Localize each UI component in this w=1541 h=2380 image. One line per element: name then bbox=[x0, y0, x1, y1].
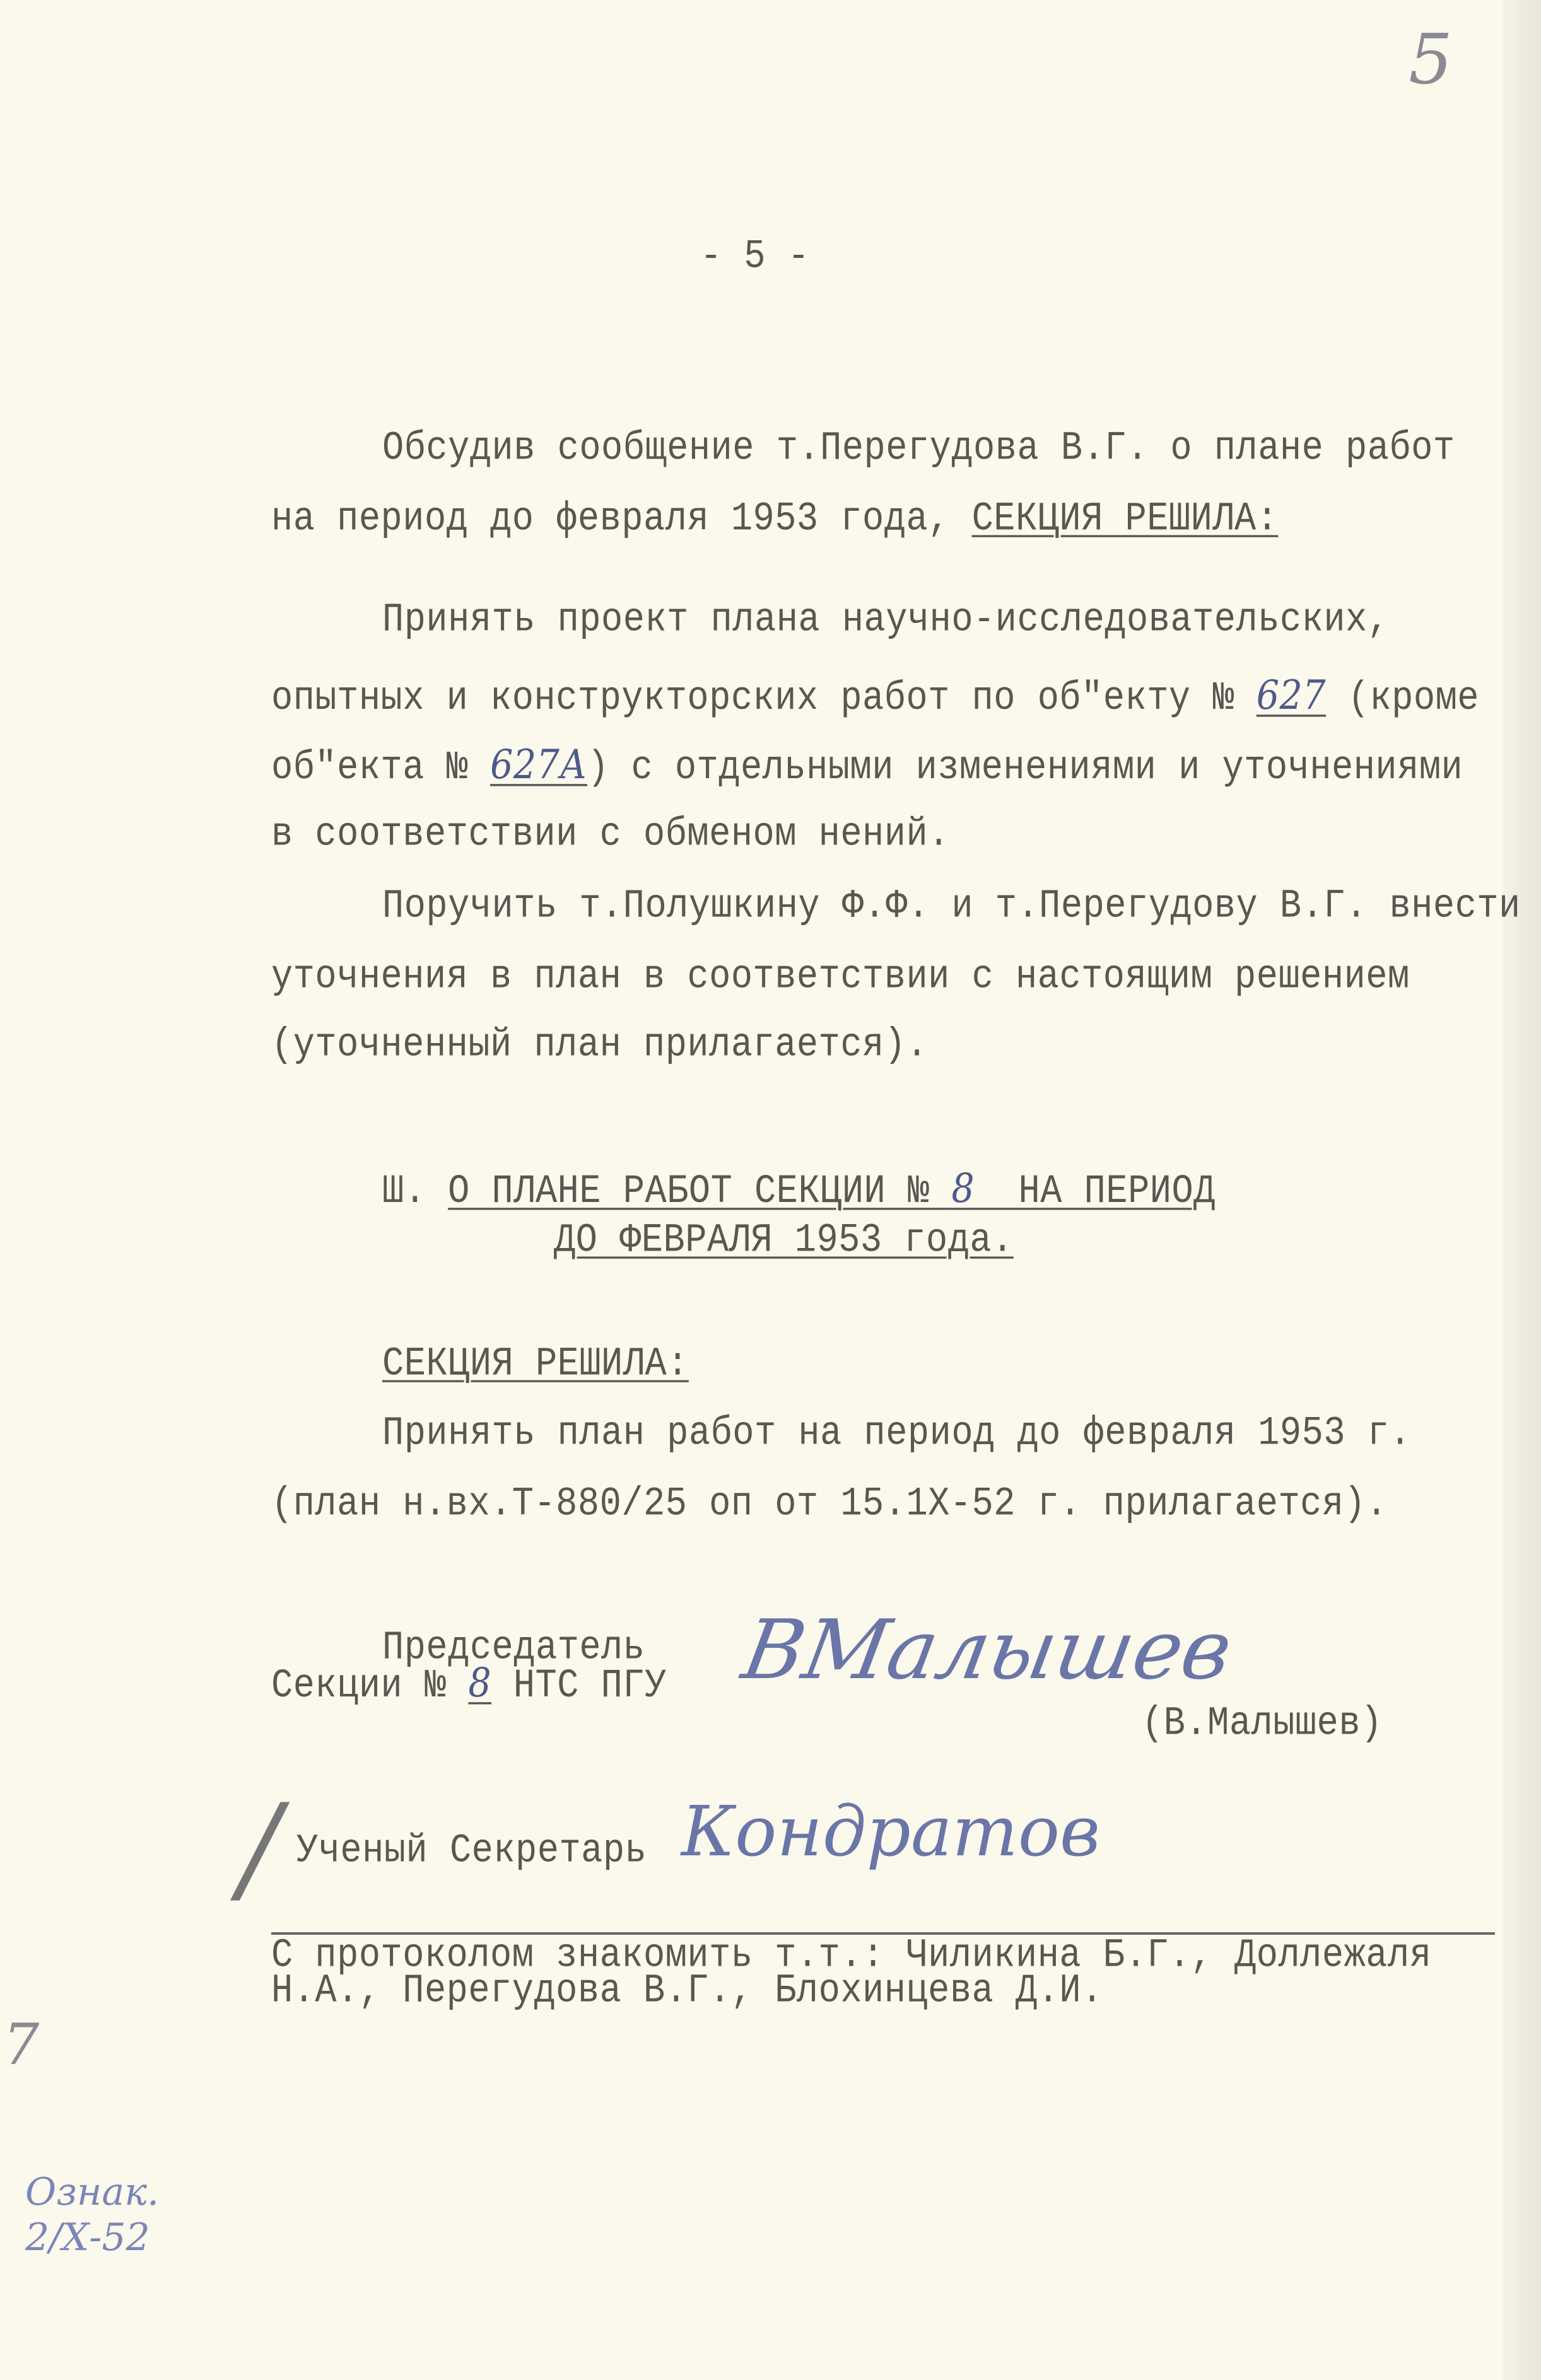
page-edge bbox=[1503, 0, 1541, 2380]
section3-line1: Принять план работ на период до февраля 1953 г. bbox=[382, 1411, 1412, 1457]
page-number: - 5 - bbox=[700, 235, 810, 280]
handwritten-section-number: 8 bbox=[951, 1165, 975, 1212]
para3-line3: (уточненный план прилагается). bbox=[271, 1023, 929, 1068]
corner-page-mark: 5 bbox=[1409, 19, 1453, 100]
text: Секции № bbox=[271, 1664, 469, 1710]
distribution-line1: С протоколом знакомить т.т.: Чиликина Б.Г., Доллежаля bbox=[271, 1934, 1432, 1979]
secretary-title: Ученый Секретарь bbox=[296, 1829, 647, 1874]
margin-slash-mark: / bbox=[240, 1778, 281, 1918]
para2-line4: в соответствии с обменом нений. bbox=[271, 812, 950, 858]
handwritten-section-number: 8 bbox=[468, 1660, 492, 1706]
para1-line1: Обсудив сообщение т.Перегудова В.Г. о плане работ bbox=[382, 426, 1455, 472]
section3-heading-line2: ДО ФЕВРАЛЯ 1953 года. bbox=[554, 1218, 1014, 1264]
text: (кроме bbox=[1326, 676, 1480, 722]
text: на период до февраля 1953 года, bbox=[271, 497, 972, 542]
text: опытных и конструкторских работ по об"екту № bbox=[271, 676, 1257, 722]
para2-line1: Принять проект плана научно-исследовательских, bbox=[382, 598, 1390, 643]
text: НА ПЕРИОД bbox=[975, 1169, 1216, 1215]
text: об"екта № bbox=[271, 745, 491, 791]
section-decision-label: СЕКЦИЯ РЕШИЛА: bbox=[971, 497, 1279, 542]
section3-decision-label: СЕКЦИЯ РЕШИЛА: bbox=[382, 1342, 689, 1387]
section3-line2: (план н.вх.Т-880/25 оп от 15.1Х-52 г. прилагается). bbox=[271, 1482, 1388, 1527]
chairman-signature: ВМалышев bbox=[735, 1602, 1239, 1698]
chairman-title: Председатель bbox=[382, 1626, 645, 1671]
text: ) с отдельными изменениями и уточнениями bbox=[587, 745, 1463, 791]
chairman-name: (В.Малышев) bbox=[1142, 1701, 1383, 1747]
distribution-line2: Н.А., Перегудова В.Г., Блохинцева Д.И. bbox=[271, 1969, 1103, 2014]
para3-line2: уточнения в план в соответствии с настоящим решением bbox=[271, 955, 1410, 1000]
section-numeral: Ш. bbox=[382, 1169, 448, 1215]
para1-line2 bbox=[271, 497, 1278, 542]
secretary-signature: Кондратов bbox=[681, 1791, 1101, 1872]
text: НТС ПГУ bbox=[491, 1664, 667, 1710]
para2-line3 bbox=[271, 742, 1463, 791]
para2-line2 bbox=[271, 672, 1479, 721]
handwritten-object-number: 627 bbox=[1256, 672, 1327, 719]
chairman-section bbox=[271, 1660, 667, 1709]
section3-heading-line1 bbox=[382, 1165, 1216, 1215]
margin-note: 7 bbox=[3, 2012, 40, 2078]
margin-note: Ознак. 2/Х-52 bbox=[25, 2170, 160, 2260]
para3-line1: Поручить т.Полушкину Ф.Ф. и т.Перегудову В.Г. внести bbox=[382, 884, 1521, 930]
text: О ПЛАНЕ РАБОТ СЕКЦИИ № bbox=[448, 1169, 952, 1215]
handwritten-object-number: 627А bbox=[490, 742, 588, 788]
